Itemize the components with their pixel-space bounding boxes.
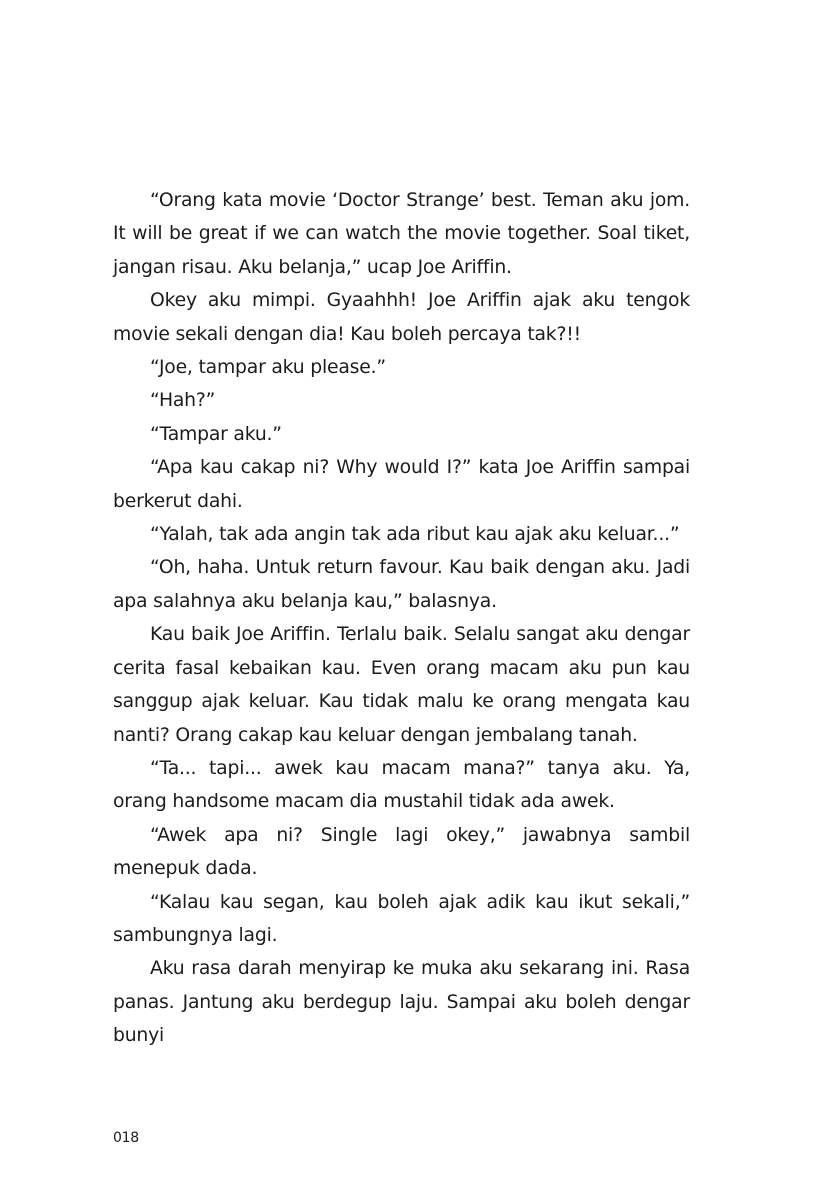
paragraph-5: “Tampar aku.” (150, 423, 282, 445)
paragraph-4: “Hah?” (150, 390, 216, 412)
paragraph-13: Aku rasa darah menyirap ke muka aku sekarang ini. Rasa panas. Jantung aku berdegup laju. Sampai aku boleh dengar bunyi (113, 958, 690, 1047)
paragraph-8: “Oh, haha. Untuk return favour. Kau baik dengan aku. Jadi apa salahnya aku belanja kau,” balasnya. (113, 557, 690, 612)
paragraph-3: “Joe, tampar aku please.” (150, 357, 386, 379)
paragraph-11: “Awek apa ni? Single lagi okey,” jawabnya sambil menepuk dada. (113, 824, 690, 880)
paragraph-6: “Apa kau cakap ni? Why would I?” kata Joe Ariffin sampai berkerut dahi. (113, 457, 690, 512)
paragraph-9: Kau baik Joe Ariffin. Terlalu baik. Selalu sangat aku dengar cerita fasal kebaikan kau. Even orang macam aku pun kau sanggup ajak keluar. Kau tidak malu ke orang mengata kau nanti? Orang cakap kau keluar dengan jembalang tanah. (113, 624, 690, 746)
page-number: 018 (113, 1130, 139, 1146)
paragraph-2: Okey aku mimpi. Gyaahhh! Joe Ariffin ajak aku tengok movie sekali dengan dia! Kau boleh percaya tak?!! (113, 290, 690, 345)
paragraph-10: “Ta... tapi... awek kau macam mana?” tanya aku. Ya, orang handsome macam dia mustahil tidak ada awek. (113, 757, 690, 813)
body-text (113, 184, 690, 1053)
paragraph-1: “Orang kata movie ‘Doctor Strange’ best. Teman aku jom. It will be great if we can watch the movie together. Soal tiket, jangan risau. Aku belanja,” ucap Joe Ariffin. (113, 190, 690, 278)
paragraph-7: “Yalah, tak ada angin tak ada ribut kau ajak aku keluar...” (150, 524, 680, 546)
paragraph-12: “Kalau kau segan, kau boleh ajak adik kau ikut sekali,” sambungnya lagi. (113, 891, 690, 946)
